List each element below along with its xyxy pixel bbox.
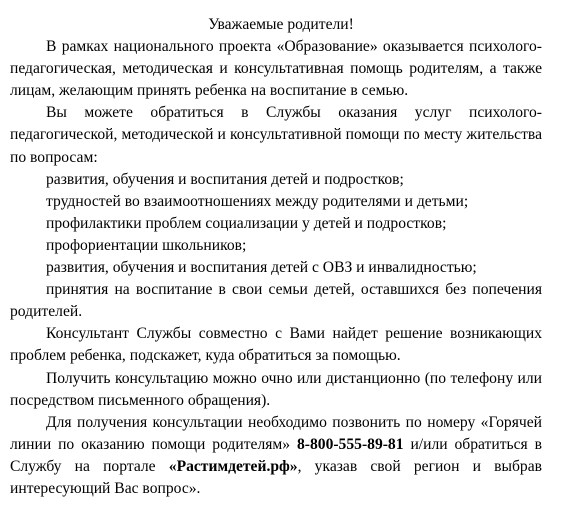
topic-item: принятия на воспитание в свои семьи детей, оставшихся без попечения родителей. — [10, 281, 542, 321]
contact-text-part-2: и/или обратиться в Службу на портале — [10, 435, 542, 475]
topic-item: развития, обучения и воспитания детей и подростков; — [46, 170, 404, 188]
contact-text-part-1: Для получения консультации необходимо позвонить по номеру «Горячей линии по оказанию помощи родителям» — [10, 413, 542, 453]
consultation-format-paragraph: Получить консультацию можно очно или дистанционно (по телефону или посредством письменного обращения). — [10, 369, 542, 409]
intro-paragraph: В рамках национального проекта «Образование» оказывается психолого-педагогическая, методическая и консультативная помощь родителям, а также лицам, желающим принять ребенка на воспитание в семью. — [10, 38, 542, 100]
topic-item: профориентации школьников; — [46, 236, 247, 254]
portal-name: «Растимдетей.рф» — [168, 457, 298, 475]
topic-item: трудностей во взаимоотношениях между родителями и детьми; — [46, 192, 469, 210]
services-paragraph: Вы можете обратиться в Службы оказания услуг психолого-педагогической, методической и консультативной помощи по месту жительства по вопросам: — [10, 104, 542, 166]
topic-item: профилактики проблем социализации у детей и подростков; — [46, 214, 447, 232]
document-title: Уважаемые родители! — [208, 16, 354, 33]
contact-paragraph — [10, 412, 542, 500]
consultant-paragraph: Консультант Службы совместно с Вами найдет решение возникающих проблем ребенка, подскажет, куда обратиться за помощью. — [10, 325, 542, 365]
hotline-phone: 8-800-555-89-81 — [296, 435, 404, 453]
document-page — [10, 14, 542, 500]
topic-item: развития, обучения и воспитания детей с ОВЗ и инвалидностью; — [46, 259, 477, 277]
contact-text-part-3: , указав свой регион и выбрав интересующий Вас вопрос». — [10, 457, 542, 497]
